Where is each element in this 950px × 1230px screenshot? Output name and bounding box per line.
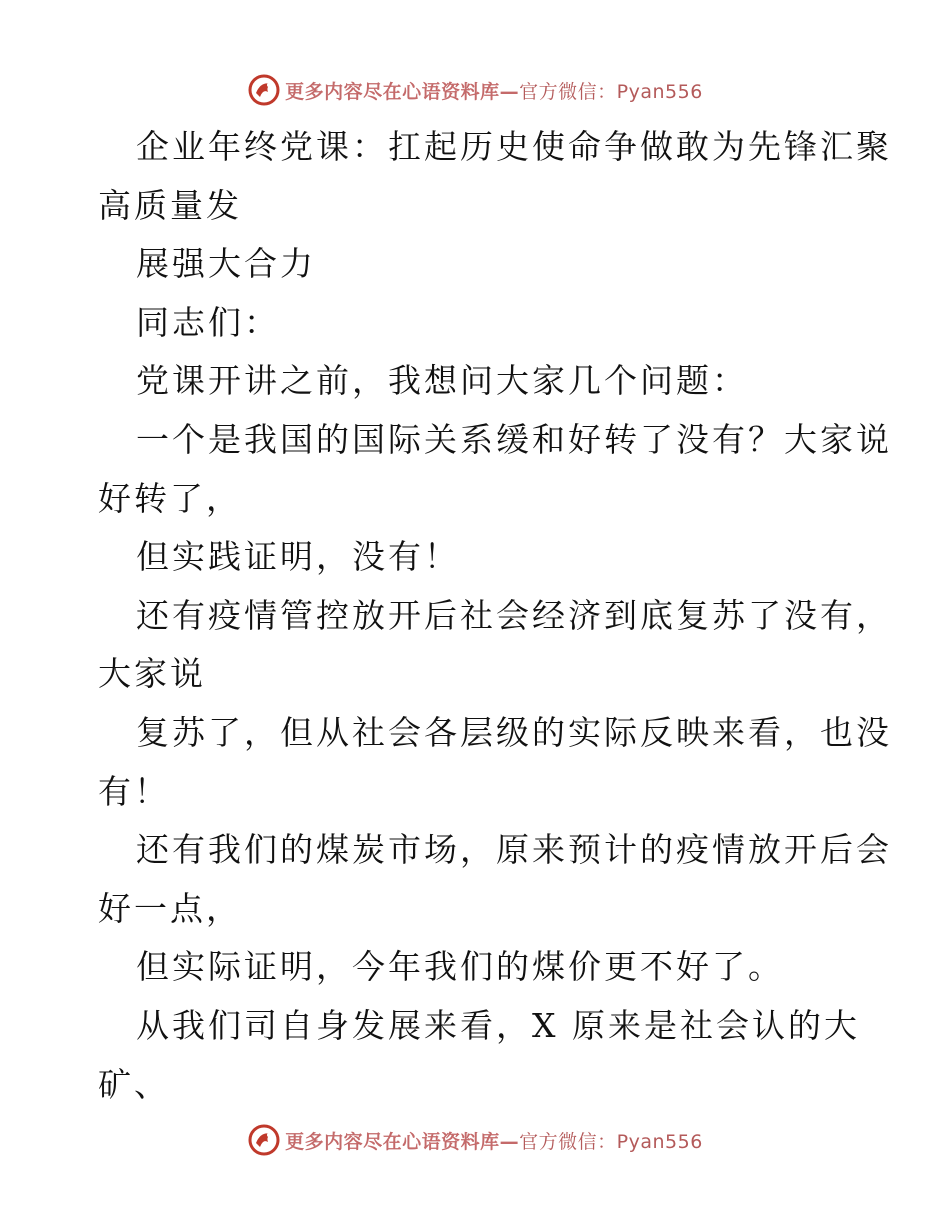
header-banner-main: 更多内容尽在心语资料库— xyxy=(285,80,520,103)
footer-banner-text xyxy=(285,1127,703,1154)
paragraph-line: 有！ xyxy=(98,771,170,811)
document-title-line-2: 高质量发 xyxy=(98,185,242,225)
paragraph-line: 还有疫情管控放开后社会经济到底复苏了没有， xyxy=(136,595,892,635)
header-watermark-banner xyxy=(0,70,950,110)
paragraph-line: 但实践证明，没有！ xyxy=(136,537,460,577)
seal-logo-icon xyxy=(247,73,281,107)
paragraph-line: 矿、 xyxy=(98,1064,170,1104)
paragraph-line: 一个是我国的国际关系缓和好转了没有？大家说 xyxy=(136,419,892,459)
document-body xyxy=(98,118,892,1114)
paragraph-line: 大家说 xyxy=(98,654,206,694)
paragraph-line: 复苏了，但从社会各层级的实际反映来看，也没 xyxy=(136,712,892,752)
seal-logo-icon xyxy=(247,1123,281,1157)
paragraph-line: 还有我们的煤炭市场，原来预计的疫情放开后会 xyxy=(136,830,892,870)
header-banner-wechat: 官方微信：Pyan556 xyxy=(519,80,703,103)
paragraph-line: 好转了， xyxy=(98,478,242,518)
footer-banner-wechat: 官方微信：Pyan556 xyxy=(519,1130,703,1153)
footer-banner-main: 更多内容尽在心语资料库— xyxy=(285,1130,520,1153)
document-title-line-1: 企业年终党课：扛起历史使命争做敢为先锋汇聚 xyxy=(136,127,892,166)
header-banner-text xyxy=(285,77,703,104)
salutation: 同志们： xyxy=(136,302,280,342)
footer-watermark-banner xyxy=(0,1120,950,1160)
paragraph-line: 党课开讲之前，我想问大家几个问题： xyxy=(136,361,748,401)
paragraph-line: 但实际证明，今年我们的煤价更不好了。 xyxy=(136,947,784,987)
paragraph-line: 从我们司自身发展来看，X 原来是社会认的大 xyxy=(136,1005,860,1045)
paragraph-line: 好一点， xyxy=(98,888,242,928)
document-title-line-3: 展强大合力 xyxy=(136,244,316,284)
